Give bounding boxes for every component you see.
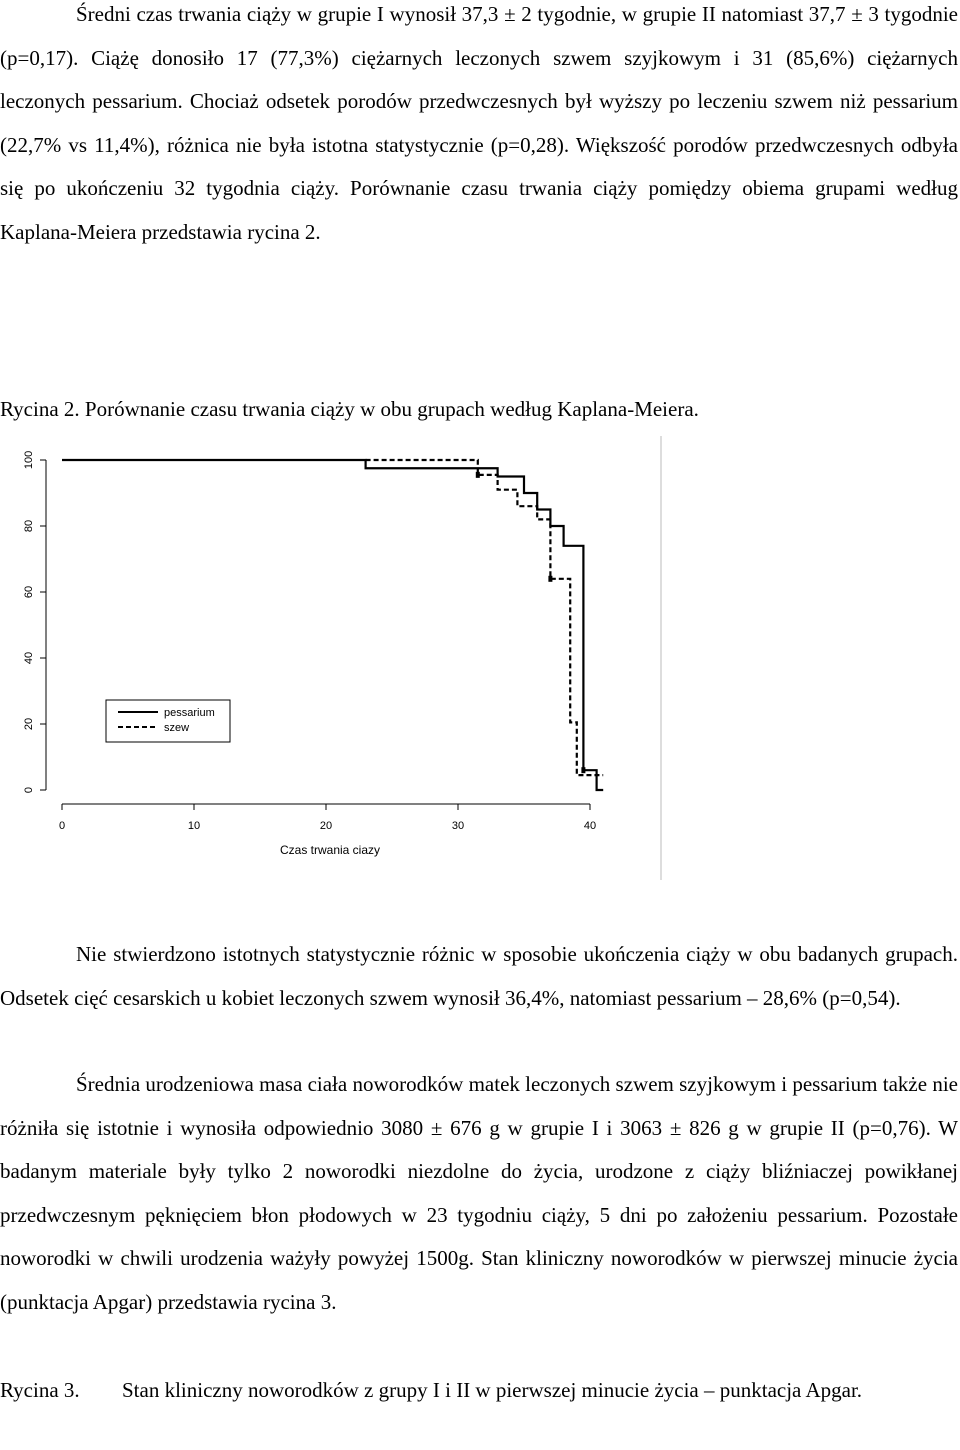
legend-label-szew: szew [164,722,190,734]
x-tick-label-40: 40 [583,820,597,832]
censor-mark-3 [581,767,585,773]
figure-2-caption: Rycina 2. Porównanie czasu trwania ciąży w obu grupach według Kaplana-Meiera. [0,397,699,421]
kaplan-meier-chart [0,432,670,884]
paragraph-delivery-mode: Nie stwierdzono istotnych statystycznie różnic w sposobie ukończenia ciąży w obu badanych grupach. Odsetek cięć cesarskich u kobiet leczonych szwem wynosił 36,4%, natomiast pessarium – 28,6% (p=0,54). [0,942,958,1010]
x-tick-label-10: 10 [187,820,201,832]
paragraph-birth-weight: Średnia urodzeniowa masa ciała noworodków matek leczonych szwem szyjkowym i pessarium także nie różniła się istotnie i wynosiła odpowiednio 3080 ± 676 g w grupie I i 3063 ± 826 g w grupie II (p=0,76). W badanym materiale były tylko 2 noworodki niezdolne do życia, urodzone z ciąży bliźniaczej powikłanej przedwczesnym pęknięciem błon płodowych w 23 tygodniu ciąży, 5 dni po założeniu pessarium. Pozostałe noworodki w chwili urodzenia ważyły powyżej 1500g. Stan kliniczny noworodków w pierwszej minucie życia (punktacja Apgar) przedstawia rycina 3. [0,1072,958,1314]
x-axis-label: Czas trwania ciazy [279,843,381,857]
paragraph-survival-summary: Średni czas trwania ciąży w grupie I wynosił 37,3 ± 2 tygodnie, w grupie II natomiast 37,7 ± 3 tygodnie (p=0,17). Ciążę donosiło 17 (77,3%) ciężarnych leczonych szwem szyjkowym i 31 (85,6%) ciężarnych leczonych pessarium. Chociaż odsetek porodów przedwczesnych był wyższy po leczeniu szwem niż pessarium (22,7% vs 11,4%), różnica nie była istotna statystycznie (p=0,28). Większość porodów przedwczesnych odbyła się po ukończeniu 32 tygodnia ciąży. Porównanie czasu trwania ciąży pomiędzy obiema grupami według Kaplana-Meiera przedstawia rycina 2. [0,2,958,244]
figure-3-caption [0,1369,958,1413]
x-tick-label-0: 0 [58,820,66,832]
figure-3-caption-text: Stan kliniczny noworodków z grupy I i II w pierwszej minucie życia – punktacja Apgar. [122,1378,863,1402]
x-tick-label-20: 20 [319,820,333,832]
x-tick-label-30: 30 [451,820,465,832]
censor-mark-1 [476,472,480,478]
censor-mark-2 [548,576,552,582]
kaplan-meier-figure [0,432,670,889]
y-tick-label-40: 40 [23,651,35,665]
y-tick-label-60: 60 [23,585,35,599]
y-tick-label-80: 80 [23,519,35,533]
series-line-szew [366,460,604,775]
y-tick-label-0: 0 [23,786,35,794]
y-tick-label-20: 20 [23,717,35,731]
y-tick-label-100: 100 [23,450,35,470]
legend-label-pessarium: pessarium [164,707,215,719]
figure-3-label: Rycina 3. [0,1378,80,1402]
